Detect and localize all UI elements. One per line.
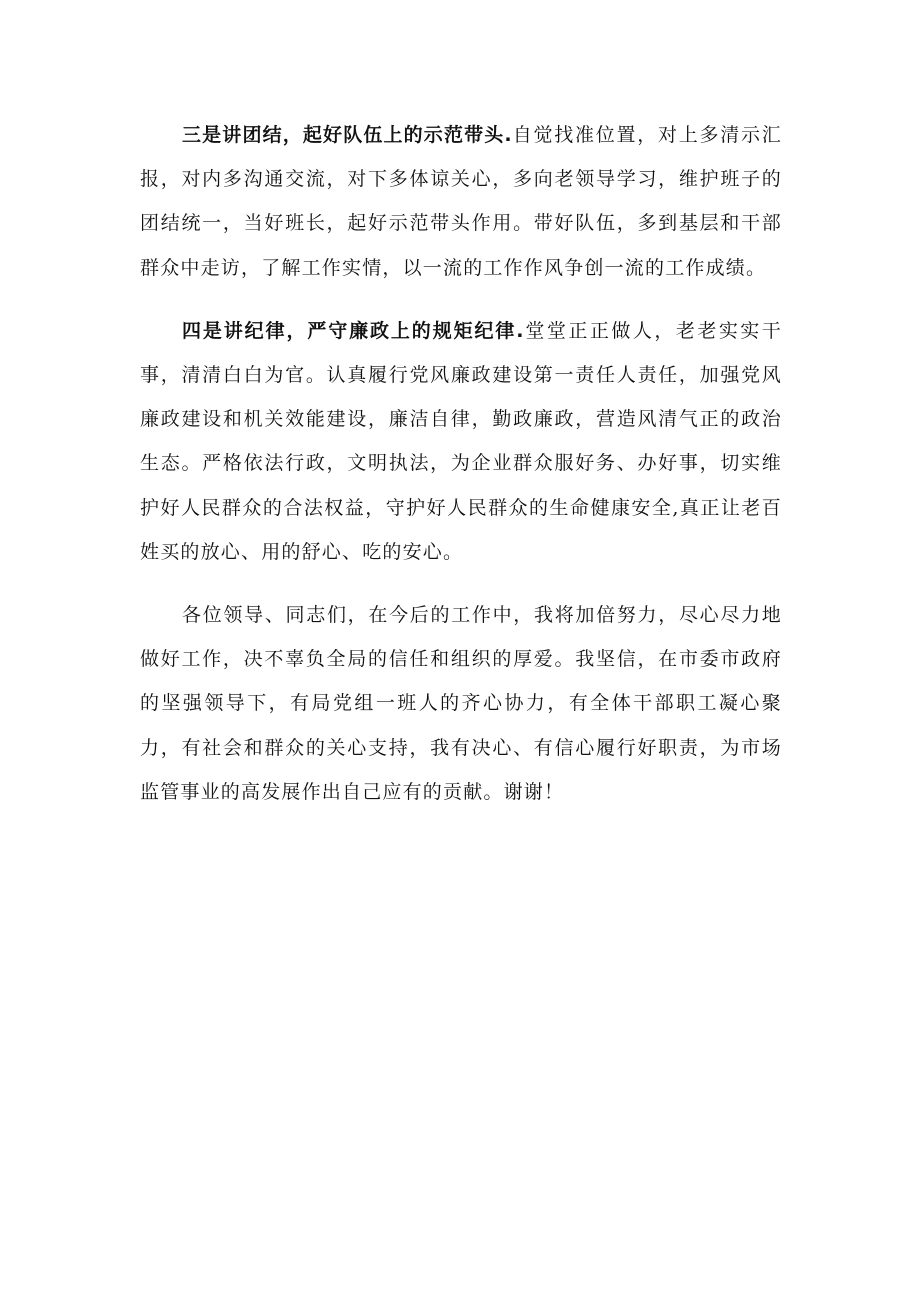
paragraph-heading: 四是讲纪律，严守廉政上的规矩纪律. bbox=[182, 319, 525, 342]
paragraph-text: 各位领导、同志们，在今后的工作中，我将加倍努力，尽心尽力地做好工作，决不辜负全局的信任和组织的厚爱。我坚信，在市委市政府的坚强领导下，有局党组一班人的齐心协力，有全体干部职工凝心聚力，有社会和群众的关心支持，我有决心、有信心履行好职责，为市场监管事业的高发展作出自己应有的贡献。谢谢！ bbox=[140, 604, 782, 803]
paragraph-unity bbox=[140, 113, 782, 290]
paragraph-closing bbox=[140, 593, 782, 814]
paragraph-text: 堂堂正正做人，老老实实干事，清清白白为官。认真履行党风廉政建设第一责任人责任，加强党风廉政建设和机关效能建设，廉洁自律，勤政廉政，营造风清气正的政治生态。严格依法行政，文明执法，为企业群众服好务、办好事，切实维护好人民群众的合法权益，守护好人民群众的生命健康安全,真正让老百姓买的放心、用的舒心、吃的安心。 bbox=[140, 319, 782, 563]
paragraph-discipline bbox=[140, 309, 782, 574]
document-body bbox=[140, 113, 782, 833]
paragraph-text: 自觉找准位置，对上多清示汇报，对内多沟通交流，对下多体谅关心，多向老领导学习，维护班子的团结统一，当好班长，起好示范带头作用。带好队伍，多到基层和干部群众中走访，了解工作实情，以一流的工作作风争创一流的工作成绩。 bbox=[140, 124, 782, 279]
paragraph-heading: 三是讲团结，起好队伍上的示范带头. bbox=[182, 124, 513, 146]
